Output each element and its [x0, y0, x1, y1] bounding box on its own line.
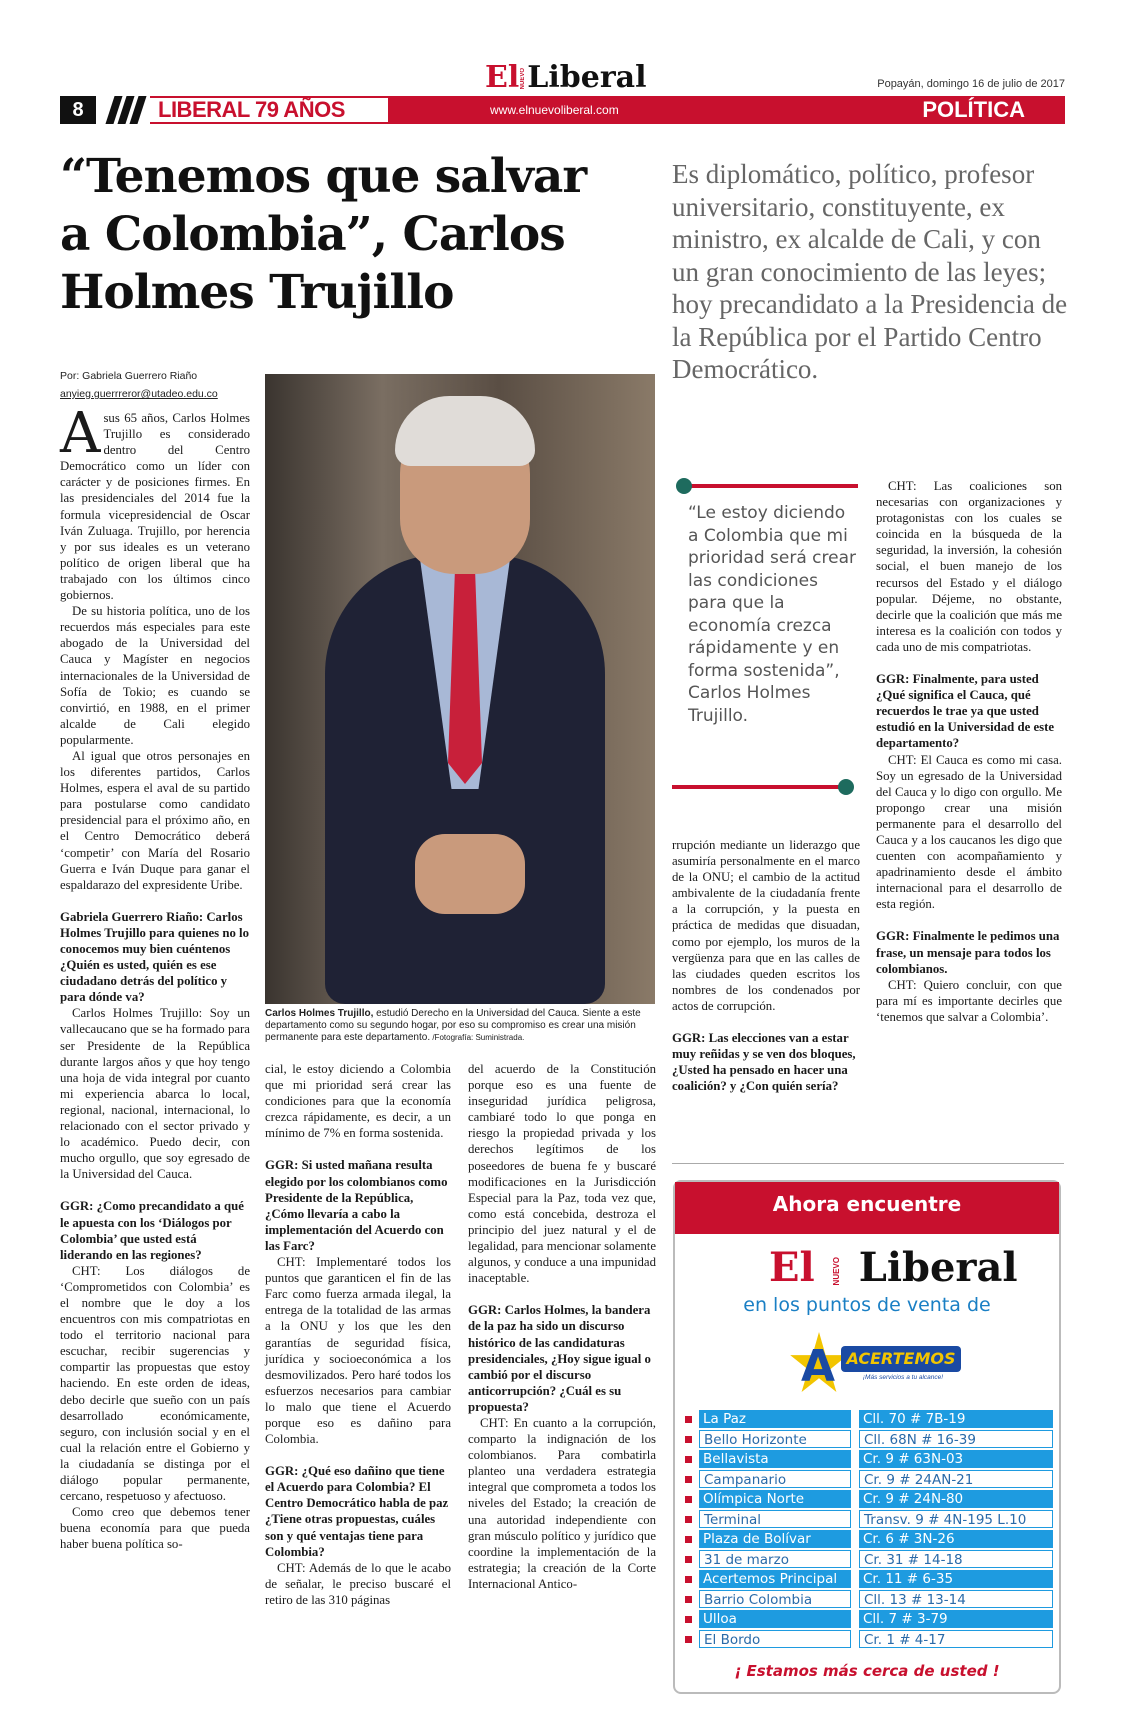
paragraph: De su historia política, uno de los recuerdos más especiales para este abogado de la Universidad del Cauca y Magíster en negocios internacionales de la Universidad de Sofía de Tokio; es cuando se convirtió, en 1988, en el primer alcalde de Cali elegido popularmente. [60, 604, 250, 747]
paragraph: CHT: En cuanto a la corrupción, comparto la indignación de los colombianos. Para combatirla planteo una verdadera estrategia integral que comprometa a todos los niveles del Estado; la creación de una autoridad independiente con gran músculo político y jurídico que coordine la implementación de la estrategia; la creación de la Corte Internacional Antico- [468, 1415, 656, 1591]
ad-footer: ¡ Estamos más cerca de usted ! [734, 1662, 1000, 1680]
location-name: Olímpica Norte [699, 1490, 851, 1508]
bullet-icon [685, 1516, 692, 1523]
lead-paragraph: Asus 65 años, Carlos Holmes Trujillo es considerado dentro del Centro Democrático como un líder con carácter y de posiciones firmes. En las presidenciales del 2014 fue la formula vicepresidencial de Oscar Iván Zuluaga. Trujillo, por herencia y por sus ideales es un veterano político de origen liberal que ha trabajado con los últimos cinco gobiernos. [60, 401, 250, 603]
byline: Por: Gabriela Guerrero Riaño [60, 370, 198, 382]
paragraph: Carlos Holmes Trujillo: Soy un vallecaucano que se ha formado para ser Presidente de la República durante largos años y que hoy tengo una hoja de vida integral por cuanto mi experiencia abarca lo local, regional, nacional, internacional, lo relacionado con el sector privado y lo académico. Puedo decir, con mucho orgullo, que soy egresado de la Universidad del Cauca. [60, 1006, 250, 1182]
interview-question: GGR: Si usted mañana resulta elegido por los colombianos como Presidente de la República, ¿Cómo llevaría a cabo la implementación del Acuerdo con las Farc? [265, 1158, 448, 1253]
location-name: Plaza de Bolívar [699, 1530, 851, 1548]
location-address: Cll. 70 # 7B-19 [859, 1410, 1053, 1428]
location-address: Cr. 9 # 24N-80 [859, 1490, 1053, 1508]
location-address: Cr. 1 # 4-17 [859, 1630, 1053, 1648]
article-column-2 [265, 1061, 451, 1701]
location-address: Transv. 9 # 4N-195 L.10 [859, 1510, 1053, 1528]
section-kicker: LIBERAL 79 AÑOS [158, 97, 345, 122]
bullet-icon [685, 1416, 692, 1423]
article-column-3 [468, 1061, 656, 1701]
paragraph: CHT: El Cauca es como mi casa. Soy un egresado de la Universidad del Cauca y lo digo con orgullo. Me propongo crear una misión permanente para el desarrollo del Cauca y a los caucanos les digo que cuenten con acompañamiento y apadrinamiento desde el ámbito internacional para el desarrollo de esta región. [876, 752, 1062, 912]
bullet-icon [685, 1556, 692, 1563]
location-name: Terminal [699, 1510, 851, 1528]
divider [672, 1163, 1064, 1164]
location-name: Bellavista [699, 1450, 851, 1468]
article-deck: Es diplomático, político, profesor universitario, constituyente, ex ministro, ex alcalde de Cali, y con un gran conocimiento de las leyes; hoy precandidato a la Presidencia de la República por el Partido Centro Democrático. [672, 159, 1068, 384]
issue-date: Popayán, domingo 16 de julio de 2017 [877, 78, 1065, 90]
interview-question: GGR: Carlos Holmes, la bandera de la paz ha sido un discurso histórico de las candidaturas presidenciales, ¿Hoy sigue igual o cambió por el discurso anticorrupción? ¿Cuál es su propuesta? [468, 1303, 651, 1414]
paragraph: rrupción mediante un liderazgo que asumiría personalmente en el marco de la ONU; el cambio de la actitud ambivalente de la ciudadanía frente a la corrupción, y la puesta en práctica de medidas que disuadan, como por ejemplo, los muros de la vergüenza para que en las calles de las ciudades queden escritos los nombres de los condenados por actos de corrupción. [672, 838, 860, 1013]
location-row [681, 1589, 1055, 1609]
acertemos-logo [783, 1330, 963, 1402]
location-name: Ulloa [699, 1610, 851, 1628]
location-address: Cr. 11 # 6-35 [859, 1570, 1053, 1588]
bullet-icon [685, 1496, 692, 1503]
bullet-icon [685, 1596, 692, 1603]
location-row [681, 1449, 1055, 1469]
paragraph: del acuerdo de la Constitución porque eso es una fuente de inseguridad jurídica peligrosa, cambiaré todo lo que ponga en riesgo la propiedad privada y los derechos legítimos de los poseedores de buena fe y buscaré modificaciones en la Jurisdicción Especial para la Paz, toda vez que, como está concebida, destroza el principio del juez natural y el de legalidad, para mencionar solamente algunos, y conduce a una impunidad inaceptable. [468, 1062, 656, 1286]
location-row [681, 1429, 1055, 1449]
portrait-photo [265, 374, 655, 1004]
location-address: Cll. 68N # 16-39 [859, 1430, 1053, 1448]
caption-name: Carlos Holmes Trujillo, [265, 1008, 374, 1019]
bullet-icon [685, 1476, 692, 1483]
interview-question: GGR: Finalmente, para usted ¿Qué significa el Cauca, qué recuerdos le trae ya que usted estudió en la Universidad de este departamento? [876, 672, 1055, 751]
logo-liberal: Liberal [527, 60, 647, 95]
locations-list [681, 1409, 1055, 1649]
location-name: Bello Horizonte [699, 1430, 851, 1448]
author-email[interactable]: anyieg.guerrreror@utadeo.edu.co [60, 388, 218, 400]
location-address: Cll. 13 # 13-14 [859, 1590, 1053, 1608]
location-address: Cr. 6 # 3N-26 [859, 1530, 1053, 1548]
bullet-icon [685, 1436, 692, 1443]
location-name: Acertemos Principal [699, 1570, 851, 1588]
interview-question: GGR: ¿Qué eso dañino que tiene el Acuerdo para Colombia? El Centro Democrático habla de paz ¿Tiene otras propuestas, cuáles son y qué ventajas tiene para Colombia? [265, 1464, 449, 1559]
paragraph: CHT: Quiero concluir, con que para mí es importante decirles que ‘tenemos que salvar a Colombia’. [876, 977, 1062, 1024]
article-column-1 [60, 401, 250, 1700]
location-name: Barrio Colombia [699, 1590, 851, 1608]
article-column-4 [672, 837, 860, 1094]
interview-question: GGR: Las elecciones van a estar muy reñidas y se ven dos bloques, ¿Usted ha pensado en hacer una coalición? y ¿Con quién sería? [672, 1031, 856, 1094]
page-number: 8 [60, 96, 96, 124]
paragraph: cial, le estoy diciendo a Colombia que mi prioridad será crear las condiciones para que la economía crezca rápidamente, es decir, a un mínimo de 7% en forma sostenida. [265, 1062, 451, 1141]
location-row [681, 1469, 1055, 1489]
brand-name: ACERTEMOS [841, 1346, 961, 1372]
location-name: Campanario [699, 1470, 851, 1488]
interview-question: Gabriela Guerrero Riaño: Carlos Holmes Trujillo para quienes no lo conocemos muy bien cuéntenos ¿Quién es usted, quién es ese ciudadano detrás del político y para dónde va? [60, 909, 250, 1005]
location-row [681, 1509, 1055, 1529]
logo-nuevo: NUEVO [520, 68, 527, 90]
bullet-icon [685, 1636, 692, 1643]
acertemos-a-mark: A [801, 1341, 836, 1392]
location-row [681, 1569, 1055, 1589]
drop-cap: A [60, 401, 101, 466]
location-name: La Paz [699, 1410, 851, 1428]
paragraph: Al igual que otros personajes en los diferentes partidos, Carlos Holmes, espera el aval de su partido para postularse como candidato presidencial para el próximo año, en el Centro Democrático deberá ‘competir’ con María del Rosario Guerra e Iván Duque para ganar el espaldarazo del expresidente Uribe. [60, 748, 250, 892]
bullet-icon [685, 1456, 692, 1463]
interview-question: GGR: ¿Como precandidato a qué le apuesta con los ‘Diálogos por Colombia’ que usted está liderando en las regiones? [60, 1199, 244, 1262]
paragraph: Como creo que debemos tener buena economía para que pueda haber buena política so- [60, 1505, 250, 1552]
location-name: 31 de marzo [699, 1550, 851, 1568]
location-row [681, 1609, 1055, 1629]
ad-subtitle: en los puntos de venta de [743, 1294, 991, 1316]
paragraph: CHT: Implementaré todos los puntos que garanticen el fin de las Farc como fuerza armada ilegal, la entrega de la totalidad de las armas a la ONU y los que les den garantías de seguridad física, jurídica y socioeconómica a los desmovilizados. Pero haré todos los esfuerzos necesarios para cambiar lo malo que tiene el Acuerdo porque eso es dañino para Colombia. [265, 1255, 451, 1447]
brand-slogan: ¡Más servicios a tu alcance! [862, 1374, 944, 1381]
pullquote: “Le estoy diciendo a Colombia que mi prioridad será crear las condiciones para que la economía crezca rápidamente y en forma sostenida”, Carlos Holmes Trujillo. [688, 503, 856, 726]
article-headline: “Tenemos que salvar a Colombia”, Carlos Holmes Trujillo [60, 149, 587, 320]
location-address: Cr. 9 # 63N-03 [859, 1450, 1053, 1468]
location-row [681, 1489, 1055, 1509]
article-column-5 [876, 478, 1062, 1128]
pullquote-dot-icon [838, 779, 854, 795]
ad-header: Ahora encuentre [675, 1182, 1059, 1234]
section-bar [60, 96, 1065, 124]
bullet-icon [685, 1576, 692, 1583]
ad-logo: El NUEVO Liberal [769, 1244, 1018, 1291]
paragraph: CHT: Las coaliciones son necesarias con organizaciones y protagonistas con los cuales se coincida en la búsqueda de la seguridad, la inversión, la cohesión social, el buen manejo de los recursos del Estado y el diálogo popular. Déjeme, no obstante, decirle que la coalición que más me interesa es la coalición con todos y cada uno de mis compatriotas. [876, 479, 1062, 654]
paragraph: CHT: Además de lo que le acabo de señalar, le preciso buscaré el retiro de las 310 páginas [265, 1560, 451, 1607]
location-row [681, 1629, 1055, 1649]
bullet-icon [685, 1616, 692, 1623]
location-address: Cll. 7 # 3-79 [859, 1610, 1053, 1628]
masthead-logo [485, 62, 645, 94]
section-name: POLÍTICA [922, 97, 1025, 122]
interview-question: GGR: Finalmente le pedimos una frase, un mensaje para todos los colombianos. [876, 929, 1060, 976]
pullquote-rule-bottom [672, 785, 840, 789]
location-address: Cr. 31 # 14-18 [859, 1550, 1053, 1568]
location-row [681, 1409, 1055, 1429]
logo-el: El [485, 60, 520, 95]
paragraph: CHT: Los diálogos de ‘Comprometidos con Colombia’ es el nombre que le doy a los encuentros con mis compatriotas en todo el territorio nacional para escuchar, recibir sugerencias y compartir las propuestas que estoy haciendo. En este orden de ideas, debo decirle que sueño con un país desarrollado económicamente, seguro, con inclusión social y en el cual la relación entre el Gobierno y la ciudadanía se distinga por el diálogo popular permanente, cercano, respetuoso y afectuoso. [60, 1263, 250, 1504]
photo-credit: /Fotografía: Suministrada. [430, 1033, 525, 1042]
bullet-icon [685, 1536, 692, 1543]
photo-caption [265, 1008, 655, 1044]
location-row [681, 1529, 1055, 1549]
location-address: Cr. 9 # 24AN-21 [859, 1470, 1053, 1488]
pullquote-rule-top [690, 484, 858, 488]
advertisement[interactable] [673, 1180, 1061, 1694]
location-row [681, 1549, 1055, 1569]
caption-text: estudió Derecho en la Universidad del Cauca. Siente a este departamento como su segundo hogar, por eso su compromiso es crear una misión permanente para este departamento. [265, 1008, 641, 1043]
pullquote-dot-icon [676, 478, 692, 494]
location-name: El Bordo [699, 1630, 851, 1648]
website-url[interactable]: www.elnuevoliberal.com [490, 103, 619, 117]
